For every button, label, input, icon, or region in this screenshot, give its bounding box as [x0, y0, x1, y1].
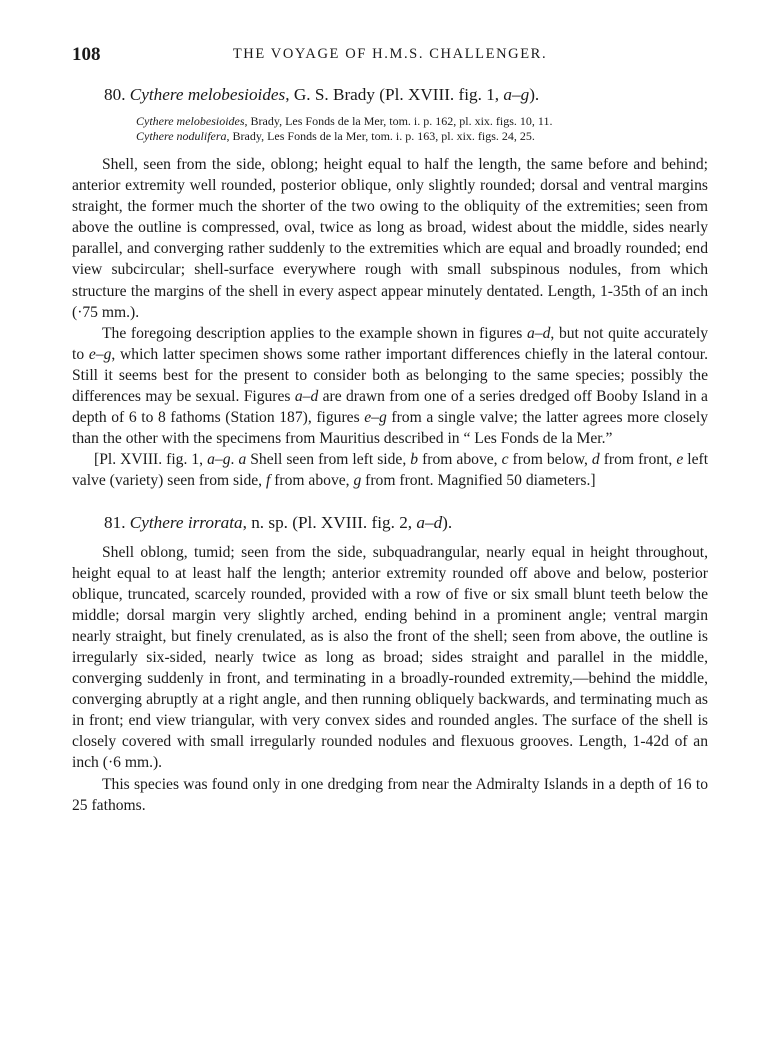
species-number: 80. — [104, 85, 126, 104]
plate-text: from front, — [599, 451, 677, 469]
plate-text: from below, — [508, 451, 592, 469]
heading-close: ). — [529, 85, 540, 104]
plate-text: left valve (variety) seen from side, — [72, 451, 709, 490]
figure-letter: g — [353, 472, 362, 490]
page-number: 108 — [72, 44, 101, 65]
synonym-entry — [136, 129, 708, 144]
synonym-entry — [136, 114, 708, 129]
remarks-text: are drawn from one of a series dredged off Booby Island in a depth of 6 to 8 fathoms (Station 187), figures — [72, 388, 708, 427]
plate-text: from above, — [418, 451, 502, 469]
figure-letters: a–d — [527, 324, 551, 342]
figure-letter: c — [501, 451, 509, 469]
synonym-name: Cythere melobesioides — [136, 114, 245, 128]
figure-letter: d — [591, 451, 600, 469]
running-title: THE VOYAGE OF H.M.S. CHALLENGER. — [232, 46, 548, 62]
remarks-text: from a single valve; the latter agrees more closely than the other with the specimens from Mauritius described in “ Les Fonds de la Mer.” — [72, 409, 708, 448]
synonym-name: Cythere nodulifera — [136, 129, 227, 143]
synonym-citation: , Brady, Les Fonds de la Mer, tom. i. p. 162, pl. xix. figs. 10, 11. — [244, 114, 553, 128]
page-header — [72, 44, 708, 68]
species-author: , G. S. Brady (Pl. XVIII. fig. 1, — [285, 85, 504, 104]
plate-text: [Pl. XVIII. fig. 1, — [94, 451, 208, 469]
plate-text: from above, — [270, 472, 354, 490]
figure-letter: f — [265, 472, 271, 490]
plate-reference — [72, 449, 708, 491]
figure-letter: b — [410, 451, 419, 469]
plate-text: from front. Magnified 50 diameters.] — [361, 472, 596, 490]
heading-close: ). — [442, 512, 453, 532]
plate-text: Shell seen from left side, — [246, 451, 411, 469]
remarks-text: The foregoing description applies to the example shown in figures — [102, 324, 527, 342]
plate-text: . — [230, 451, 239, 469]
species-name: Cythere melobesioides — [129, 85, 286, 104]
figure-letters: a–g — [207, 451, 231, 469]
description-paragraph: Shell oblong, tumid; seen from the side, subquadrangular, nearly equal in height throughout, height equal to at least half the length; anterior extremity rounded off above and below, posterior oblique, truncated, scarcely rounded, provided with a row of five or six small blunt teeth below the middle; dorsal margin very slightly arched, ending behind in a prominent angle; ventral margin nearly straight, but finely crenulated, as is also the front of the shell; seen from above, the outline is irregularly six-sided, nearly twice as long as broad; sides straight and parallel in the middle, converging suddenly in front, and terminating in a broadly-rounded extremity,—behind the middle, converging abruptly at a right angle, and then running obliquely backwards, and terminating much as in front; end view triangular, with very convex sides and rounded angles. The surface of the shell is closely covered with small irregularly rounded nodules and flexuous grooves. Length, 1-42d of an inch (·6 mm.). — [72, 543, 708, 772]
remarks-paragraph — [72, 323, 708, 450]
synonym-citation: , Brady, Les Fonds de la Mer, tom. i. p. 163, pl. xix. figs. 24, 25. — [226, 129, 535, 143]
figure-letters: a–g — [503, 85, 530, 104]
figure-letter: a — [238, 451, 247, 469]
remarks-text: , which latter specimen shows some rather important differences chiefly in the lateral contour. Still it seems best for the present to consider both as belonging to the same species; possibly the differences may be sexual. Figures — [72, 345, 708, 406]
species-author: , n. sp. (Pl. XVIII. fig. 2, — [242, 512, 417, 532]
page-body — [72, 84, 708, 816]
species-heading-80 — [72, 84, 708, 106]
species-heading-81 — [72, 512, 708, 534]
figure-letters: e–g — [364, 409, 387, 427]
description-paragraph: Shell, seen from the side, oblong; height equal to half the length, the same before and behind; anterior extremity well rounded, posterior oblique, only slightly rounded; dorsal and ventral margins straight, the former much the shorter of the two owing to the obliquity of the extremities; seen from above the outline is compressed, oval, twice as long as broad, widest about the middle, sides nearly parallel, and converging rather suddenly to the extremities which are equal and broadly rounded; end view subcircular; shell-surface everywhere rough with small subspinous nodules, from which structure the margins of the shell in every aspect appear minutely dentated. Length, 1-35th of an inch (·75 mm.). — [72, 156, 708, 321]
species-number: 81. — [104, 512, 126, 532]
remarks-text: , but not quite accurately to — [72, 324, 708, 363]
figure-letters: a–d — [416, 512, 443, 532]
figure-letters: a–d — [294, 388, 319, 406]
synonymy-list — [72, 114, 708, 144]
locality-paragraph: This species was found only in one dredging from near the Admiralty Islands in a depth of 16 to 25 fathoms. — [72, 775, 708, 814]
figure-letter: e — [676, 451, 684, 469]
figure-letters: e–g — [88, 345, 112, 363]
species-name: Cythere irrorata — [129, 512, 243, 532]
